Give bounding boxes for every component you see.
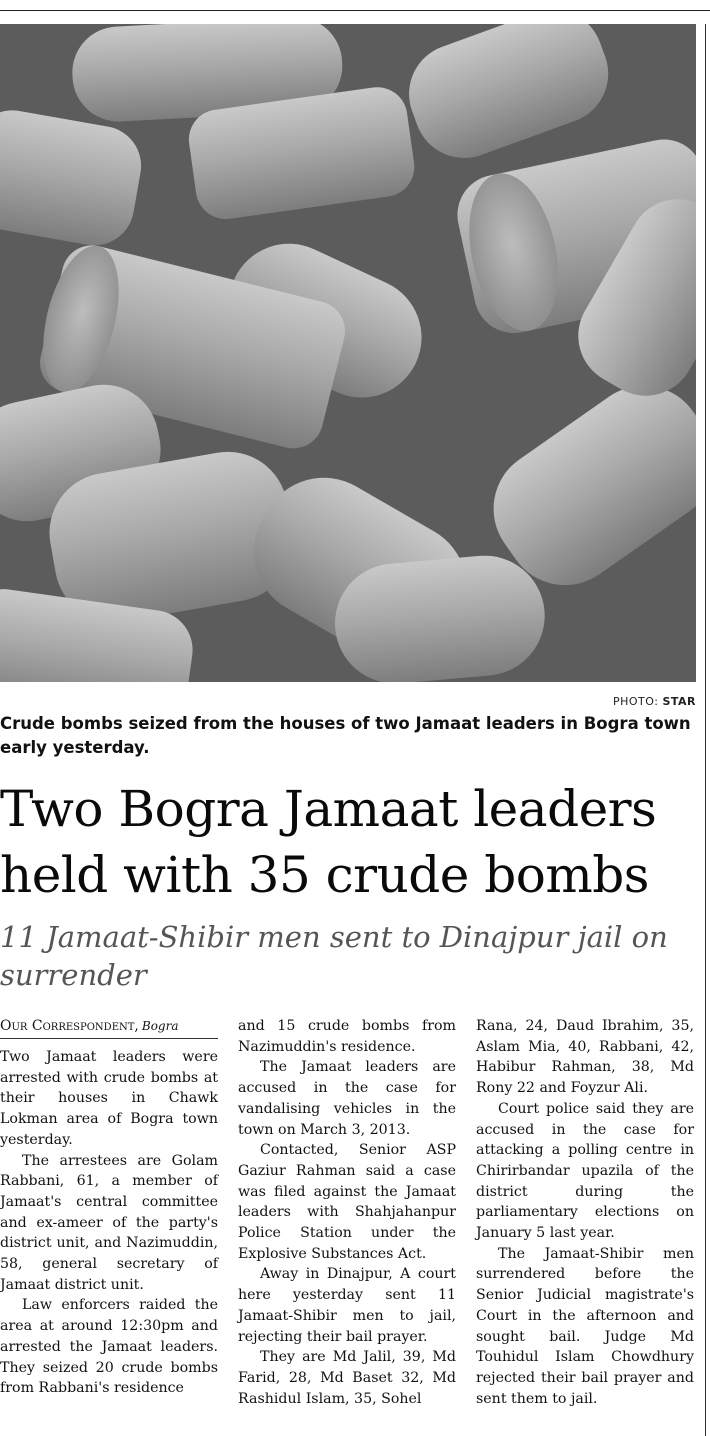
news-photo — [0, 24, 696, 682]
article-column-3 — [476, 1016, 694, 1409]
column-rule — [705, 24, 706, 1436]
photo-credit: PHOTO: STAR — [612, 695, 696, 708]
paragraph: The Jamaat-Shibir men surrendered before the Senior Judicial magistrate's Court in the afternoon and sought bail. Judge Md Touhidul Islam Chowdhury rejected their bail prayer and sent them to jail. — [476, 1245, 694, 1407]
paragraph: The arrestees are Golam Rabbani, 61, a member of Jamaat's central committee and ex-ameer of the party's district unit, and Nazimuddin, 58, general secretary of Jamaat district unit. — [0, 1152, 218, 1293]
paragraph: Law enforcers raided the area at around 12:30pm and arrested the Jamaat leaders. They seized 20 crude bombs from Rabbani's residence — [0, 1297, 218, 1397]
subheadline: 11 Jamaat-Shibir men sent to Dinajpur jail on surrender — [0, 920, 668, 992]
article-column-2 — [238, 1016, 456, 1409]
top-rule — [0, 10, 710, 11]
paragraph: They are Md Jalil, 39, Md Farid, 28, Md Baset 32, Md Rashidul Islam, 35, Sohel — [238, 1349, 456, 1407]
headline: Two Bogra Jamaat leaders held with 35 crude bombs — [0, 780, 657, 904]
byline — [0, 1016, 218, 1039]
paragraph: Two Jamaat leaders were arrested with crude bombs at their houses in Chawk Lokman area of Bogra town yesterday. — [0, 1049, 218, 1148]
paragraph: Contacted, Senior ASP Gaziur Rahman said a case was filed against the Jamaat leaders with Shahjahanpur Police Station under the Explosive Substances Act. — [238, 1142, 456, 1262]
byline-place: Bogra — [141, 1019, 179, 1033]
paragraph: Away in Dinajpur, A court here yesterday sent 11 Jamaat-Shibir men to jail, rejecting their bail prayer. — [238, 1266, 456, 1345]
photo-caption: Crude bombs seized from the houses of two Jamaat leaders in Bogra town early yesterday. — [0, 714, 691, 757]
paragraph: Rana, 24, Daud Ibrahim, 35, Aslam Mia, 40, Rabbani, 42, Habibur Rahman, 38, Md Rony 22 and Foyzur Ali. — [476, 1018, 694, 1097]
paragraph: and 15 crude bombs from Nazimuddin's residence. — [238, 1018, 456, 1055]
article-column-1 — [0, 1016, 218, 1399]
byline-name: Our Correspondent, — [0, 1018, 139, 1034]
paragraph: The Jamaat leaders are accused in the case for vandalising vehicles in the town on March 3, 2013. — [238, 1059, 456, 1138]
paragraph: Court police said they are accused in the case for attacking a polling centre in Chirirbandar upazila of the district during the parliamentary elections on January 5 last year. — [476, 1100, 694, 1242]
